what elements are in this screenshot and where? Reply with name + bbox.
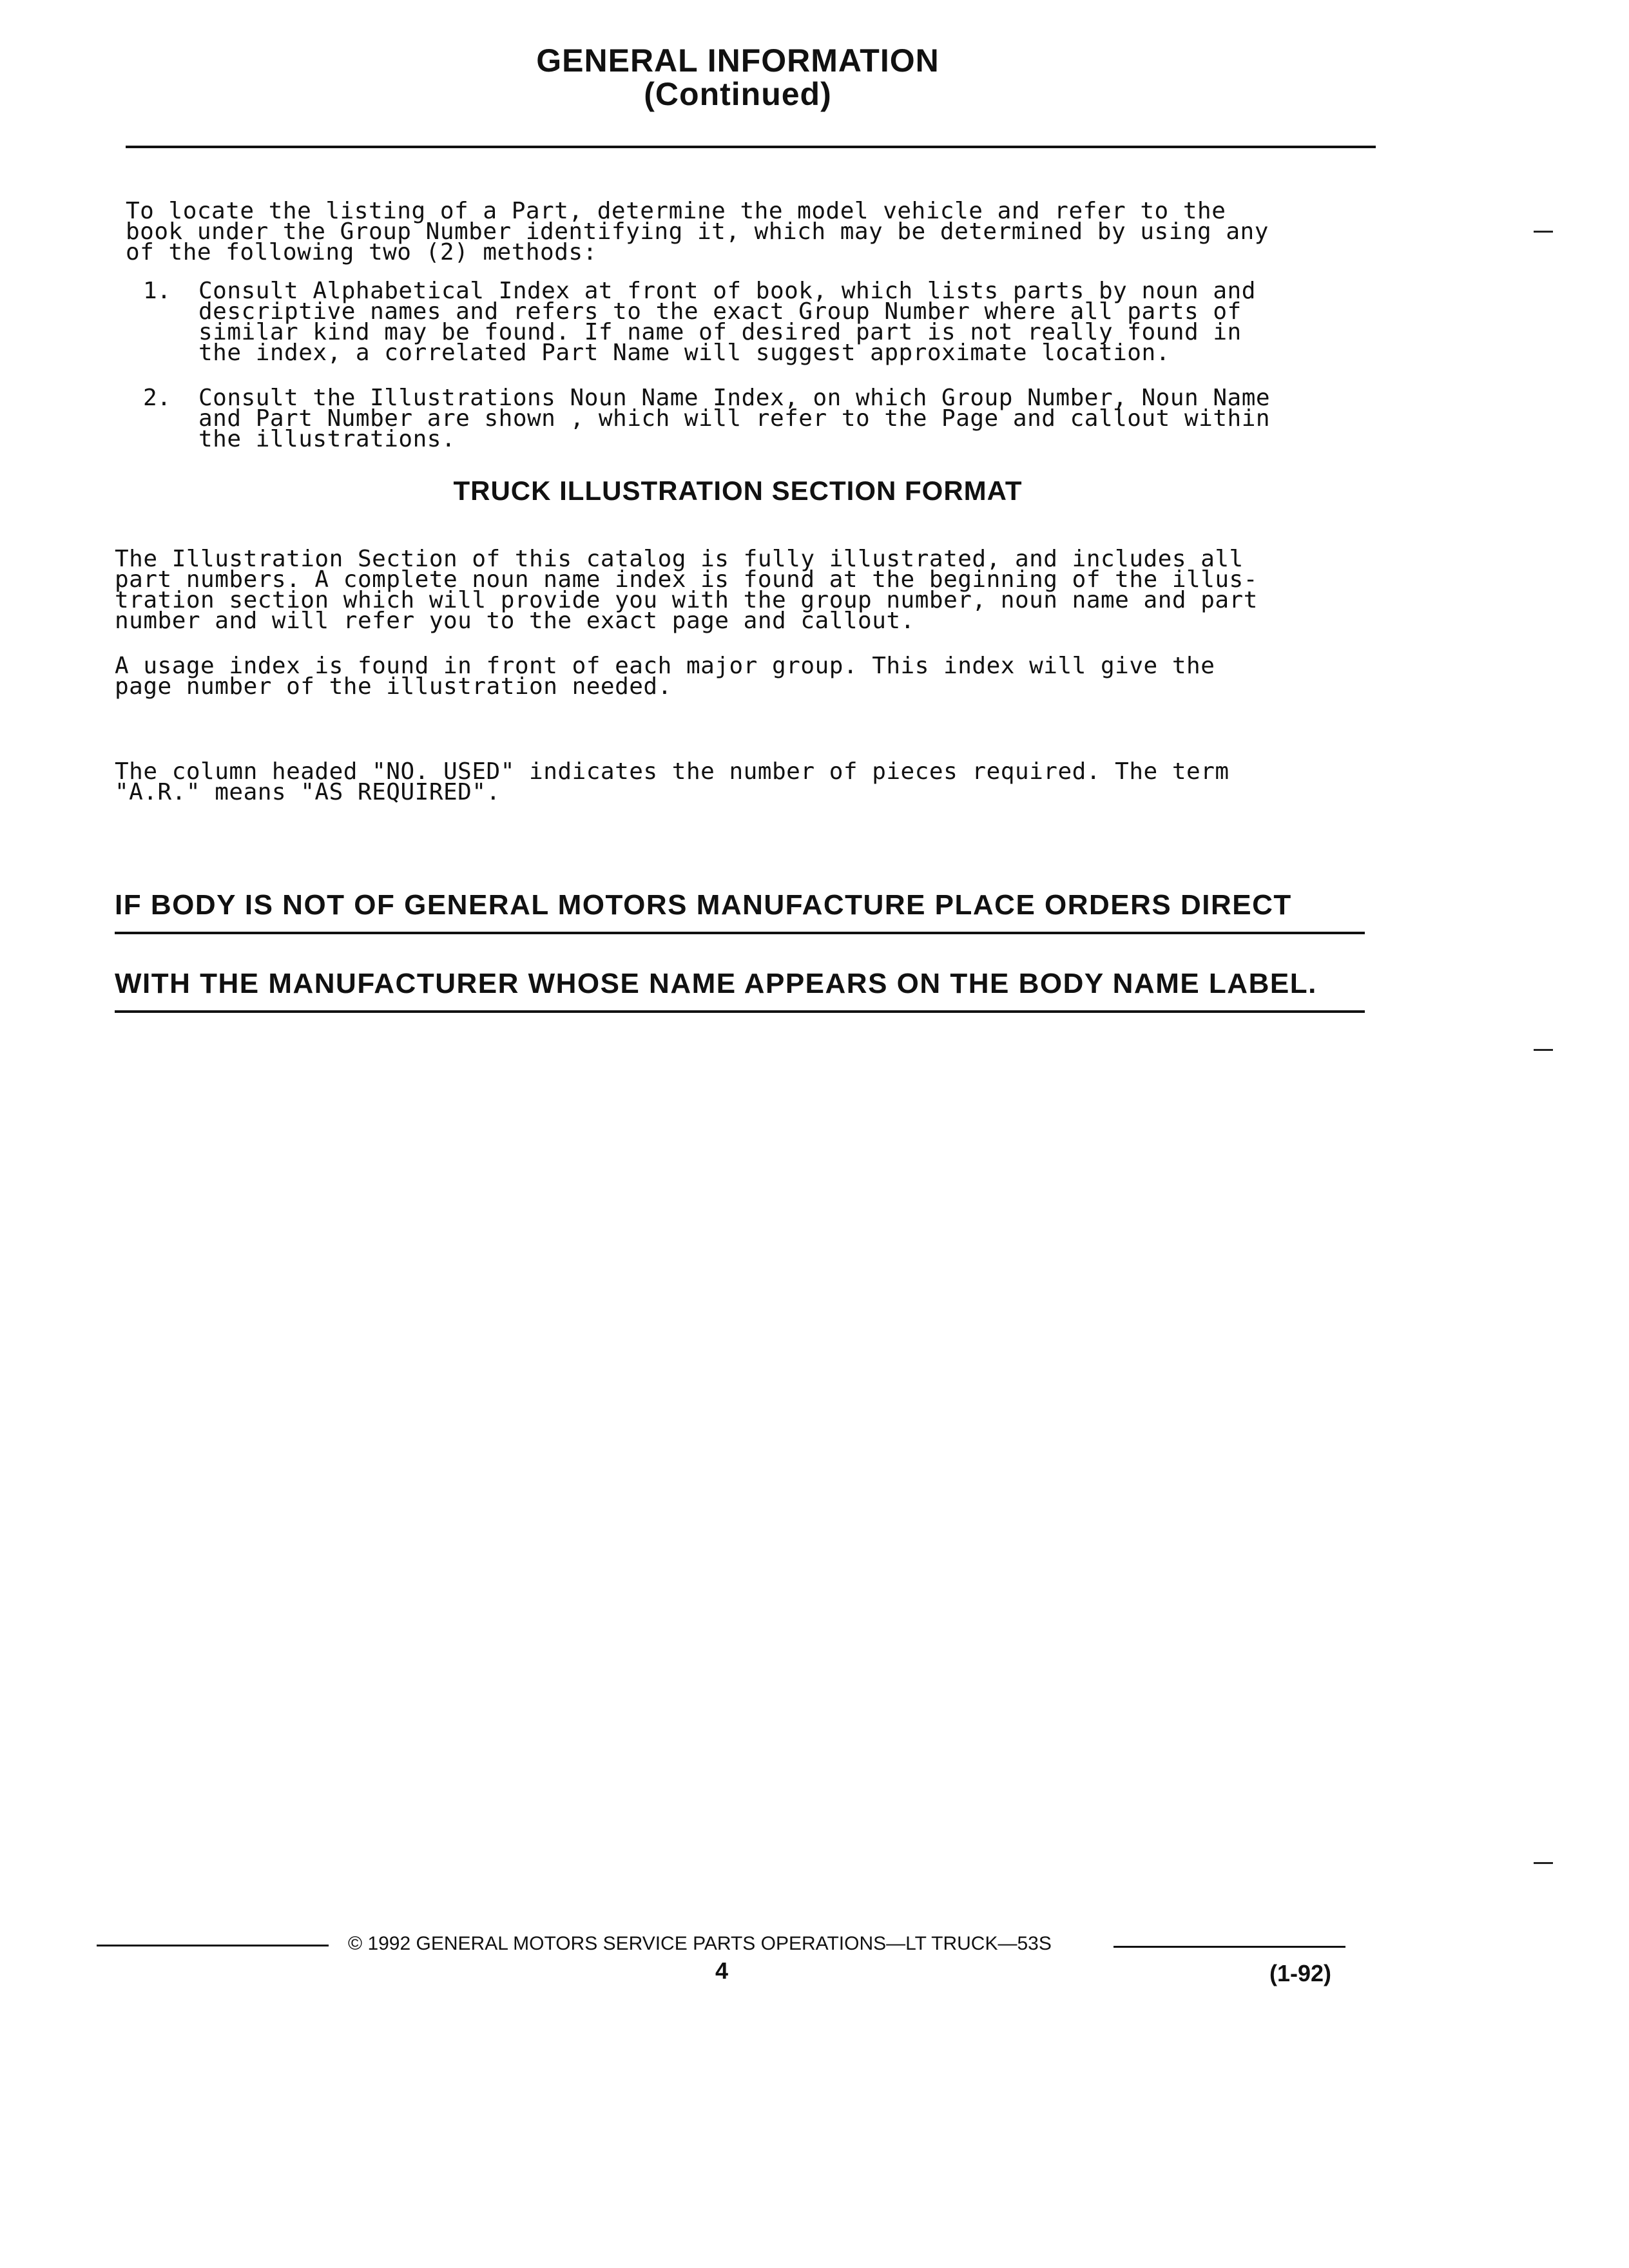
method-line: the index, a correlated Part Name will suggest approximate location. (198, 340, 1170, 366)
revision-date: (1-92) (1269, 1960, 1332, 1986)
method-line: descriptive names and refers to the exact Group Number where all parts of (198, 298, 1242, 325)
paragraph-line: "A.R." means "AS REQUIRED". (115, 779, 501, 805)
intro-line: of the following two (2) methods: (126, 239, 597, 265)
method-line: and Part Number are shown , which will refer to the Page and callout within (198, 405, 1271, 432)
method-line: similar kind may be found. If name of desired part is not really found in (198, 319, 1242, 345)
paragraph-line: page number of the illustration needed. (115, 673, 672, 700)
section-paragraph-2 (115, 653, 1215, 700)
paragraph-line: A usage index is found in front of each major group. This index will give the (115, 653, 1215, 679)
paragraph-line: part numbers. A complete noun name index is found at the beginning of the illus- (115, 566, 1258, 593)
intro-line: book under the Group Number identifying it, which may be determined by using any (126, 218, 1269, 245)
method-line: Consult Alphabetical Index at front of book, which lists parts by noun and (198, 278, 1256, 304)
page-number: 4 (715, 1957, 729, 1984)
method-2-text (198, 385, 1271, 452)
section-paragraph-3 (115, 758, 1229, 805)
method-number: 2. (143, 385, 171, 411)
method-number: 1. (143, 278, 171, 304)
footer-copyright: © 1992 GENERAL MOTORS SERVICE PARTS OPERATIONS—LT TRUCK—53S (348, 1933, 1052, 1954)
intro-line: To locate the listing of a Part, determine the model vehicle and refer to the (126, 198, 1226, 224)
page-subtitle: (Continued) (644, 76, 832, 112)
notice-underline-1 (115, 932, 1365, 934)
intro-paragraph (126, 198, 1269, 265)
paragraph-line: The column headed "NO. USED" indicates the number of pieces required. The term (115, 758, 1229, 785)
margin-mark (1534, 231, 1553, 233)
notice-line-2: WITH THE MANUFACTURER WHOSE NAME APPEARS ON THE BODY NAME LABEL. (115, 968, 1317, 999)
method-line: Consult the Illustrations Noun Name Index, on which Group Number, Noun Name (198, 385, 1271, 411)
method-line: the illustrations. (198, 426, 456, 452)
footer-rule-left (97, 1945, 329, 1946)
paragraph-line: number and will refer you to the exact page and callout. (115, 608, 915, 634)
section-paragraph-1 (115, 546, 1258, 634)
section-heading: TRUCK ILLUSTRATION SECTION FORMAT (453, 476, 1023, 506)
margin-mark (1534, 1862, 1553, 1864)
paragraph-line: The Illustration Section of this catalog is fully illustrated, and includes all (115, 546, 1244, 572)
header-rule (126, 146, 1376, 148)
method-1-text (198, 278, 1256, 366)
footer-rule-right (1113, 1946, 1345, 1948)
margin-mark (1534, 1049, 1553, 1051)
notice-line-1: IF BODY IS NOT OF GENERAL MOTORS MANUFACTURE PLACE ORDERS DIRECT (115, 889, 1292, 921)
notice-underline-2 (115, 1010, 1365, 1013)
page-title: GENERAL INFORMATION (536, 43, 940, 79)
paragraph-line: tration section which will provide you with the group number, noun name and part (115, 587, 1258, 613)
